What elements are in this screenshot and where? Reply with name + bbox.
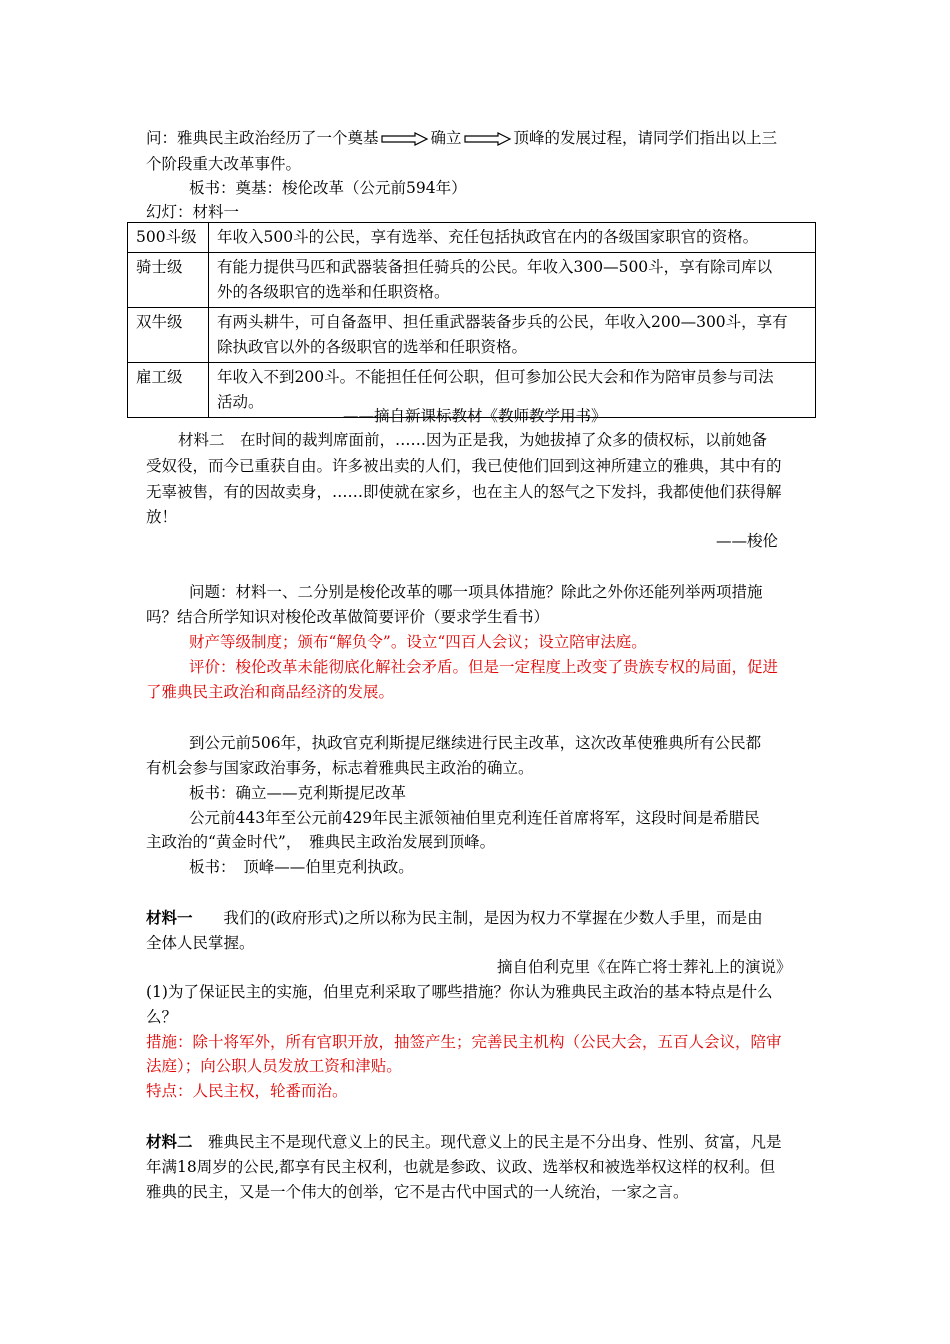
answer-measures: 财产等级制度；颁布“解负令”。设立“四百人会议；设立陪审法庭。 — [189, 633, 647, 651]
rank-desc-line: 有能力提供马匹和武器装备担任骑兵的公民。年收入300—500斗，享有除司库以 — [217, 258, 773, 276]
pericles-question-line1: (1)为了保证民主的实施，伯里克利采取了哪些措施？你认为雅典民主政治的基本特点是什么 — [146, 983, 773, 1001]
question1-line: 问题：材料一、二分别是梭伦改革的哪一项具体措施？除此之外你还能列举两项措施 — [189, 583, 763, 601]
material-label: 材料二 — [146, 1132, 193, 1151]
board-note-foundation: 板书：奠基：梭伦改革（公元前594年） — [189, 179, 467, 197]
table-source: ——摘自新课标教材《教师教学用书》 — [343, 407, 607, 425]
pericles-material1-line2: 全体人民掌握。 — [146, 934, 255, 952]
right-arrow-icon — [381, 132, 429, 146]
right-arrow-icon — [464, 132, 512, 146]
intro-question-part1: 问：雅典民主政治经历了一个奠基 — [146, 129, 379, 147]
table-row — [128, 253, 816, 308]
answer-evaluation-line2: 了雅典民主政治和商品经济的发展。 — [146, 683, 395, 701]
pericles-answer-line1: 措施：除十将军外，所有官职开放，抽签产生；完善民主机构（公民大会，五百人会议，陪审 — [146, 1033, 782, 1051]
pericles-source: 摘自伯利克里《在阵亡将士葬礼上的演说》 — [497, 958, 792, 976]
pericles-para-line2: 主政治的“黄金时代”， 雅典民主政治发展到顶峰。 — [146, 833, 496, 851]
cleisthenes-para-line2: 有机会参与国家政治事务，标志着雅典民主政治的确立。 — [146, 759, 534, 777]
intro-question-part3: 顶峰的发展过程，请同学们指出以上三 — [513, 129, 778, 147]
pericles-material1-line1 — [146, 906, 763, 930]
board-note-establishment: 板书：确立——克利斯提尼改革 — [189, 784, 407, 802]
rank-desc-cell — [209, 308, 816, 363]
property-class-table — [127, 222, 816, 418]
pericles-answer-line2: 法庭）；向公职人员发放工资和津贴。 — [146, 1057, 402, 1075]
pericles-material2-line3: 雅典的民主，又是一个伟大的创举，它不是古代中国式的一人统治，一家之言。 — [146, 1183, 689, 1201]
material-text: 我们的(政府形式)之所以称为民主制，是因为权力不掌握在少数人手里，而是由 — [192, 909, 763, 927]
material2-line: 材料二 在时间的裁判席面前，……因为正是我，为她拔掉了众多的债权标，以前她备 — [178, 431, 768, 449]
material-text: 雅典民主不是现代意义上的民主。现代意义上的民主是不分出身、性别、贫富，凡是 — [192, 1133, 782, 1151]
slide-label: 幻灯：材料一 — [146, 203, 240, 221]
rank-cell: 双牛级 — [128, 308, 209, 363]
cleisthenes-para-line1: 到公元前506年，执政官克利斯提尼继续进行民主改革，这次改革使雅典所有公民都 — [189, 734, 762, 752]
pericles-material2-line1 — [146, 1130, 782, 1154]
rank-desc-line: 年收入500斗的公民，享有选举、充任包括执政官在内的各级国家职官的资格。 — [217, 228, 759, 246]
pericles-features: 特点：人民主权，轮番而治。 — [146, 1082, 348, 1100]
material2-line: 受奴役，而今已重获自由。许多被出卖的人们，我已使他们回到这神所建立的雅典，其中有的 — [146, 457, 782, 475]
rank-desc-cell — [209, 253, 816, 308]
material2-source: ——梭伦 — [716, 532, 779, 550]
rank-desc-cell — [209, 223, 816, 253]
pericles-question-line2: 么？ — [146, 1008, 178, 1026]
rank-cell: 500斗级 — [128, 223, 209, 253]
material2-line: 无辜被售，有的因故卖身，……即使就在家乡，也在主人的怒气之下发抖，我都使他们获得解 — [146, 483, 782, 501]
rank-desc-line: 外的各级职官的选举和任职资格。 — [217, 283, 450, 301]
table-row — [128, 308, 816, 363]
answer-evaluation-line1: 评价：梭伦改革未能彻底化解社会矛盾。但是一定程度上改变了贵族专权的局面，促进 — [189, 658, 779, 676]
rank-desc-line: 年收入不到200斗。不能担任任何公职，但可参加公民大会和作为陪审员参与司法 — [217, 368, 774, 386]
rank-desc-line: 有两头耕牛，可自备盔甲、担任重武器装备步兵的公民，年收入200—300斗，享有 — [217, 313, 788, 331]
pericles-para-line1: 公元前443年至公元前429年民主派领袖伯里克利连任首席将军，这段时间是希腊民 — [189, 809, 760, 827]
intro-question-line2: 个阶段重大改革事件。 — [146, 155, 302, 173]
material-label: 材料一 — [146, 908, 193, 927]
rank-cell: 雇工级 — [128, 363, 209, 418]
intro-question-part2: 确立 — [430, 129, 462, 147]
rank-desc-line: 除执政官以外的各级职官的选举和任职资格。 — [217, 338, 528, 356]
table-row — [128, 223, 816, 253]
rank-cell: 骑士级 — [128, 253, 209, 308]
material2-line: 放！ — [146, 508, 178, 526]
question1-line: 吗？结合所学知识对梭伦改革做简要评价（要求学生看书） — [146, 608, 550, 626]
board-note-peak: 板书： 顶峰——伯里克利执政。 — [189, 858, 414, 876]
pericles-material2-line2: 年满18周岁的公民,都享有民主权利，也就是参政、议政、选举权和被选举权这样的权利。但 — [146, 1158, 776, 1176]
intro-question-line1 — [146, 126, 777, 150]
rank-desc-line: 活动。 — [217, 393, 264, 411]
